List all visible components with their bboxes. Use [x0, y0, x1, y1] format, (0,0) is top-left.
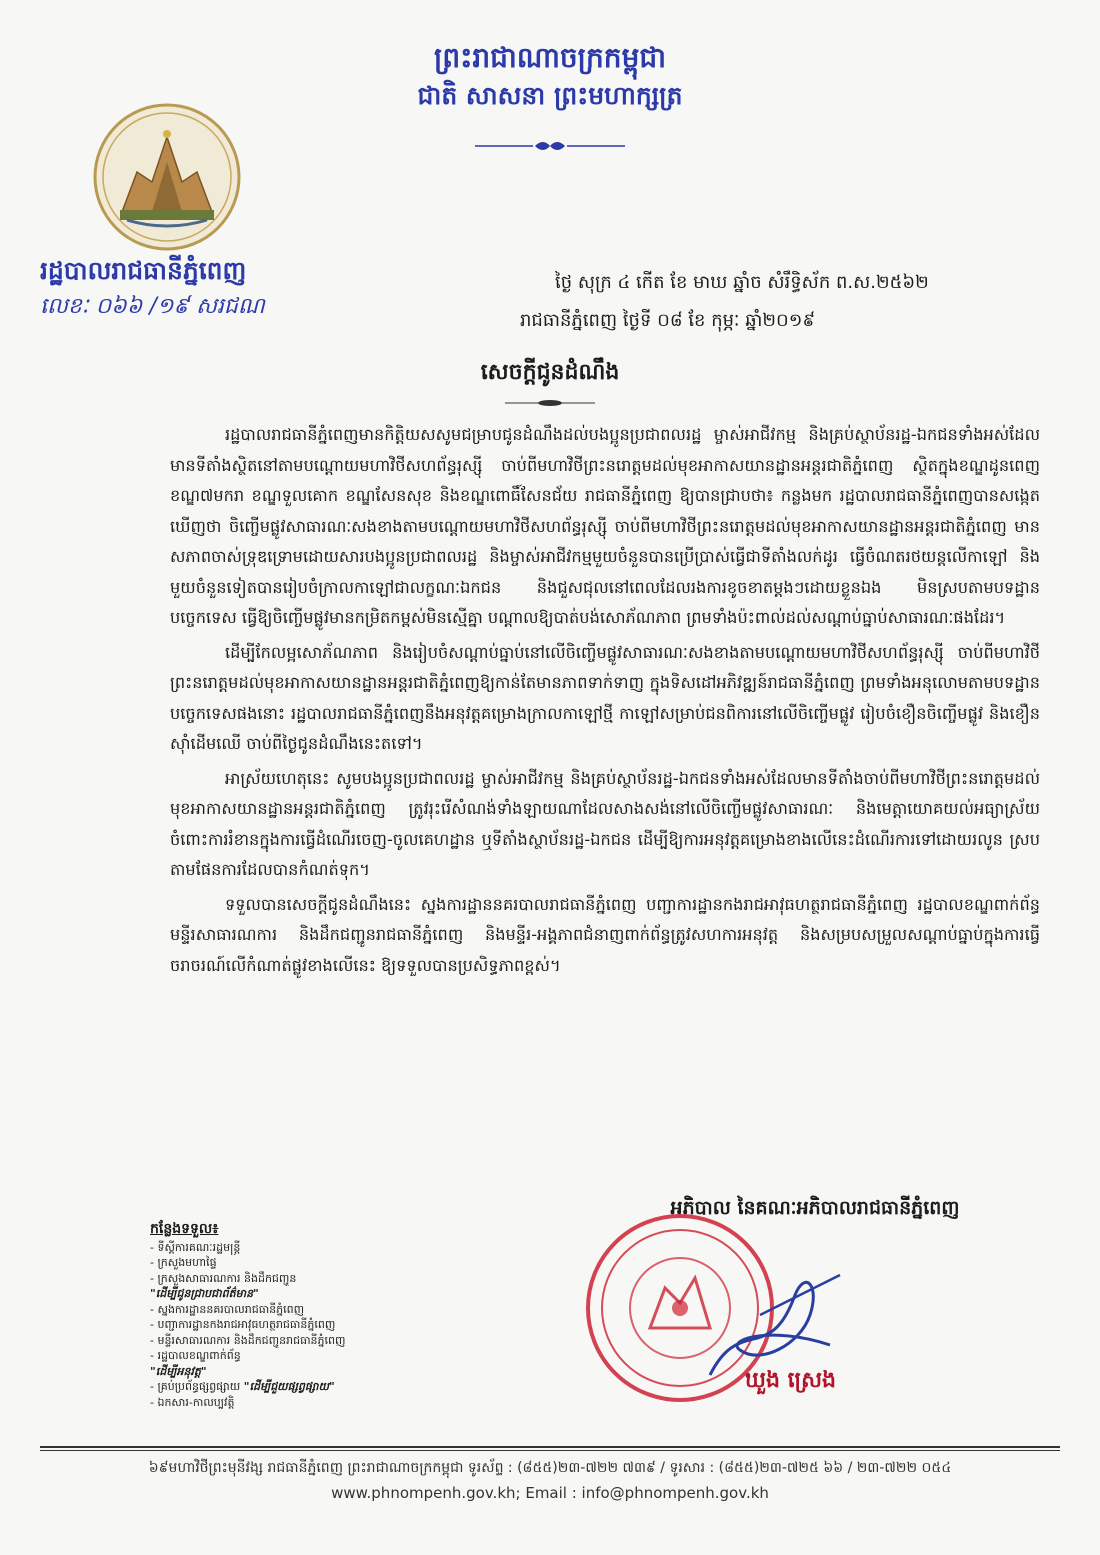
recipient-item: - ស្នងការដ្ឋាននគរបាលរាជធានីភ្នំពេញ	[150, 1302, 305, 1316]
kingdom-name: ព្រះរាជាណាចក្រកម្ពុជា	[433, 41, 666, 74]
footer-divider	[40, 1450, 1060, 1451]
lunar-date: ថ្ងៃ សុក្រ ៤ កើត ខែ មាឃ ឆ្នាំច សំរឹទ្ធិស័ក ព.ស.២៥៦២	[555, 272, 929, 293]
recipient-item: - ទីស្តីការគណៈរដ្ឋមន្ត្រី	[150, 1240, 241, 1254]
document-body	[170, 420, 1040, 985]
recipient-item: - បញ្ជាការដ្ឋានកងរាជអាវុធហត្ថរាជធានីភ្នំពេញ	[150, 1318, 336, 1331]
municipal-seal-logo	[92, 102, 242, 252]
recipient-item: - គ្រប់ប្រព័ន្ធផ្សព្វផ្សាយ "ដើម្បីជួយផ្សព្វផ្សាយ"	[150, 1380, 335, 1393]
footer-contact: www.phnompenh.gov.kh; Email : info@phnompenh.gov.kh	[331, 1484, 769, 1502]
issuer-name: រដ្ឋបាលរាជធានីភ្នំពេញ	[40, 256, 247, 285]
recipient-item: "ដើម្បីអនុវត្ត"	[150, 1364, 207, 1378]
body-paragraph: ដើម្បីកែលម្អសោភ័ណភាព និងរៀបចំសណ្តាប់ធ្នាប់នៅលើចិញ្ចើមផ្លូវសាធារណៈសងខាងតាមបណ្តោយមហាវិថីសហព័ន្ធរុស្ស៊ី ចាប់ពីមហាវិថីព្រះនរោត្តមដល់មុខអាកាសយានដ្ឋានអន្តរជាតិភ្នំពេញឱ្យកាន់តែមានភាពទាក់ទាញ ក្នុងទិសដៅអភិវឌ្ឍន៍រាជធានីភ្នំពេញ ព្រមទាំងអនុលោមតាមបទដ្ឋានបច្ចេកទេសផងនោះ រដ្ឋបាលរាជធានីភ្នំពេញនឹងអនុវត្តគម្រោងក្រាលកាឡៅថ្មី កាឡៅសម្រាប់ជនពិការនៅលើចិញ្ចើមផ្លូវ រៀបចំខឿនចិញ្ចើមផ្លូវ និងខឿនស៊ាំដើមឈើ ចាប់ពីថ្ងៃជូនដំណឹងនេះតទៅ។	[170, 642, 1040, 753]
title-ornament	[505, 398, 595, 408]
recipient-item: - ក្រសួងមហាផ្ទៃ	[150, 1256, 217, 1269]
recipient-item: - រដ្ឋបាលខណ្ឌពាក់ព័ន្ធ	[150, 1349, 241, 1362]
body-paragraph: អាស្រ័យហេតុនេះ សូមបងប្អូនប្រជាពលរដ្ឋ ម្ចាស់អាជីវកម្ម និងគ្រប់ស្ថាប័នរដ្ឋ-ឯកជនទាំងអស់ដែលមានទីតាំងចាប់ពីមហាវិថីព្រះនរោត្តមដល់មុខអាកាសយានដ្ឋានអន្តរជាតិភ្នំពេញ ត្រូវរុះរើសំណង់ទាំងឡាយណាដែលសាងសង់នៅលើចិញ្ចើមផ្លូវសាធារណៈ និងមេត្តាយោគយល់អធ្យាស្រ័យចំពោះការរំខានក្នុងការធ្វើដំណើរចេញ-ចូលគេហដ្ឋាន ឬទីតាំងស្ថាប័នរដ្ឋ-ឯកជន ដើម្បីឱ្យការអនុវត្តគម្រោងខាងលើនេះដំណើរការទៅដោយរលូន ស្របតាមផែនការដែលបានកំណត់ទុក។	[170, 768, 1040, 879]
body-paragraph: រដ្ឋបាលរាជធានីភ្នំពេញមានកិត្តិយសសូមជម្រាបជូនដំណឹងដល់បងប្អូនប្រជាពលរដ្ឋ ម្ចាស់អាជីវកម្ម និងគ្រប់ស្ថាប័នរដ្ឋ-ឯកជនទាំងអស់ដែលមានទីតាំងស្ថិតនៅតាមបណ្តោយមហាវិថីសហព័ន្ធរុស្ស៊ី ចាប់ពីមហាវិថីព្រះនរោត្តមដល់មុខអាកាសយានដ្ឋានអន្តរជាតិភ្នំពេញ ស្ថិតក្នុងខណ្ឌដូនពេញ ខណ្ឌ៧មករា ខណ្ឌទួលគោក ខណ្ឌសែនសុខ និងខណ្ឌពោធិ៍សែនជ័យ រាជធានីភ្នំពេញ ឱ្យបានជ្រាបថា៖ កន្លងមក រដ្ឋបាលរាជធានីភ្នំពេញបានសង្កេតឃើញថា ចិញ្ចើមផ្លូវសាធារណៈសងខាងតាមបណ្តោយមហាវិថីសហព័ន្ធរុស្ស៊ី ចាប់ពីមហាវិថីព្រះនរោត្តមដល់មុខអាកាសយានដ្ឋានអន្តរជាតិភ្នំពេញ មានសភាពចាស់ទ្រុឌទ្រោមដោយសារបងប្អូនប្រជាពលរដ្ឋ និងម្ចាស់អាជីវកម្មមួយចំនួនបានប្រើប្រាស់ធ្វើជាទីតាំងលក់ដូរ ធ្វើចំណតរថយន្តលើកាឡៅ និងមួយចំនួនទៀតបានរៀបចំក្រាលកាឡៅជាលក្ខណៈឯកជន និងជួសជុលនៅពេលដែលរងការខូចខាតម្តងៗដោយខ្លួនឯង មិនស្របតាមបទដ្ឋានបច្ចេកទេស ធ្វើឱ្យចិញ្ចើមផ្លូវមានកម្រិតកម្ពស់មិនស្មើគ្នា បណ្តាលឱ្យបាត់បង់សោភ័ណភាព ព្រមទាំងប៉ះពាល់ដល់សណ្តាប់ធ្នាប់សាធារណៈផងដែរ។	[170, 425, 1040, 627]
body-paragraph: ទទួលបានសេចក្តីជូនដំណឹងនេះ ស្នងការដ្ឋាននគរបាលរាជធានីភ្នំពេញ បញ្ជាការដ្ឋានកងរាជអាវុធហត្ថរាជធានីភ្នំពេញ រដ្ឋបាលខណ្ឌពាក់ព័ន្ធ មន្ទីរសាធារណការ និងដឹកជញ្ជូនរាជធានីភ្នំពេញ និងមន្ទីរ-អង្គភាពជំនាញពាក់ព័ន្ធត្រូវសហការអនុវត្ត និងសម្របសម្រួលសណ្តាប់ធ្នាប់ក្នុងការធ្វើចរាចរណ៍លើកំណាត់ផ្លូវខាងលើនេះ ឱ្យទទួលបានប្រសិទ្ធភាពខ្ពស់។	[170, 894, 1040, 975]
signatory-title: អភិបាល នៃគណៈអភិបាលរាជធានីភ្នំពេញ	[670, 1197, 960, 1219]
signatory-name: ឃួង ស្រេង	[745, 1368, 837, 1393]
national-motto: ជាតិ សាសនា ព្រះមហាក្សត្រ	[417, 81, 683, 110]
footer-divider	[40, 1446, 1060, 1448]
kingdom-header	[330, 38, 770, 114]
recipients-title: កន្លែងទទួល៖	[150, 1221, 219, 1237]
recipients-list	[150, 1222, 470, 1410]
header-ornament	[475, 138, 625, 154]
document-title: សេចក្តីជូនដំណឹង	[480, 360, 620, 385]
recipient-item: - មន្ទីរសាធារណការ និងដឹកជញ្ជូនរាជធានីភ្នំពេញ	[150, 1333, 346, 1347]
recipient-item: "ដើម្បីជូនជ្រាបជាព័ត៌មាន"	[150, 1287, 259, 1300]
recipient-item: - ក្រសួងសាធារណការ និងដឹកជញ្ជូន	[150, 1271, 297, 1285]
reference-number: លេខៈ ០៦៦ /១៩ សរជណ	[40, 294, 265, 319]
solar-date: រាជធានីភ្នំពេញ ថ្ងៃទី ០៨ ខែ កុម្ភៈ ឆ្នាំ២០១៩	[520, 310, 816, 331]
recipient-item: - ឯកសារ-កាលប្បវត្តិ	[150, 1395, 235, 1409]
footer-address: ៦៩មហាវិថីព្រះមុនីវង្ស រាជធានីភ្នំពេញ ព្រះរាជាណាចក្រកម្ពុជា ទូរស័ព្ទ : (៨៥៥)២៣-៧២២ ៧៣៩ / ទូរសារ : (៨៥៥)២៣-៧២៥ ៦៦ / ២៣-៧២២ ០៥៤	[148, 1460, 952, 1476]
